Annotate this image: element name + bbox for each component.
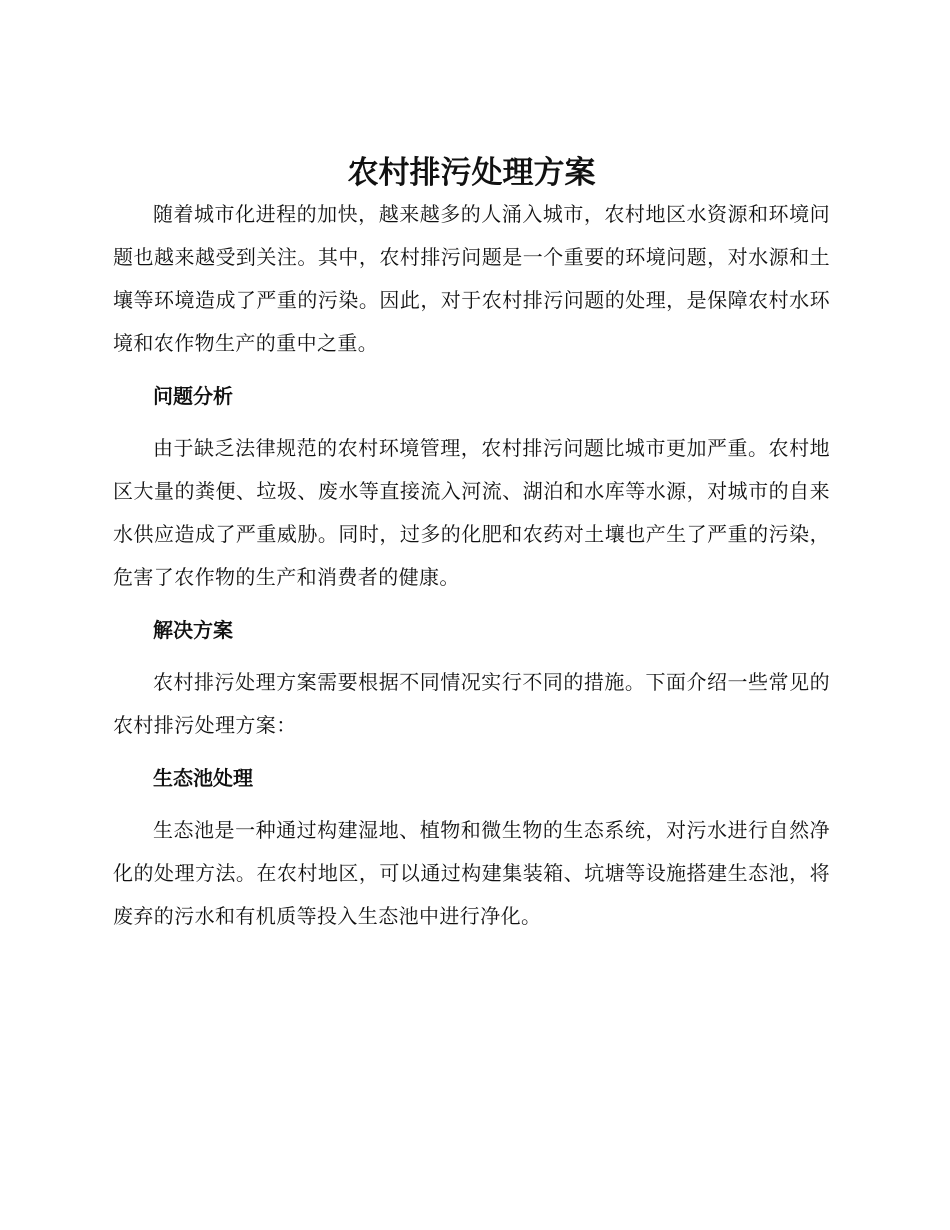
section-heading-problem-analysis: 问题分析 [153, 384, 233, 408]
document-content [113, 150, 830, 938]
spacer [113, 599, 830, 609]
intro-paragraph: 随着城市化进程的加快，越来越多的人涌入城市，农村地区水资源和环境问题也越来越受到关注。其中，农村排污问题是一个重要的环境问题，对水源和土壤等环境造成了严重的污染。因此，对于农村排污问题的处理，是保障农村水环境和农作物生产的重中之重。 [113, 202, 830, 355]
spacer [113, 365, 830, 375]
document-title: 农村排污处理方案 [347, 155, 596, 191]
section-body-problem-analysis: 由于缺乏法律规范的农村环境管理，农村排污问题比城市更加严重。农村地区大量的粪便、垃圾、废水等直接流入河流、湖泊和水库等水源，对城市的自来水供应造成了严重威胁。同时，过多的化肥和农药对土壤也产生了严重的污染，危害了农作物的生产和消费者的健康。 [113, 436, 830, 589]
spacer [113, 418, 830, 427]
section-heading-eco-pond: 生态池处理 [153, 766, 253, 790]
section-heading-solution: 解决方案 [153, 618, 233, 642]
section-body-solution: 农村排污处理方案需要根据不同情况实行不同的措施。下面介绍一些常见的农村排污处理方案： [113, 670, 830, 737]
spacer [113, 652, 830, 661]
spacer [113, 800, 830, 809]
section-body-eco-pond: 生态池是一种通过构建湿地、植物和微生物的生态系统，对污水进行自然净化的处理方法。在农村地区，可以通过构建集装箱、坑塘等设施搭建生态池，将废弃的污水和有机质等投入生态池中进行净化。 [113, 818, 830, 928]
spacer [113, 747, 830, 757]
